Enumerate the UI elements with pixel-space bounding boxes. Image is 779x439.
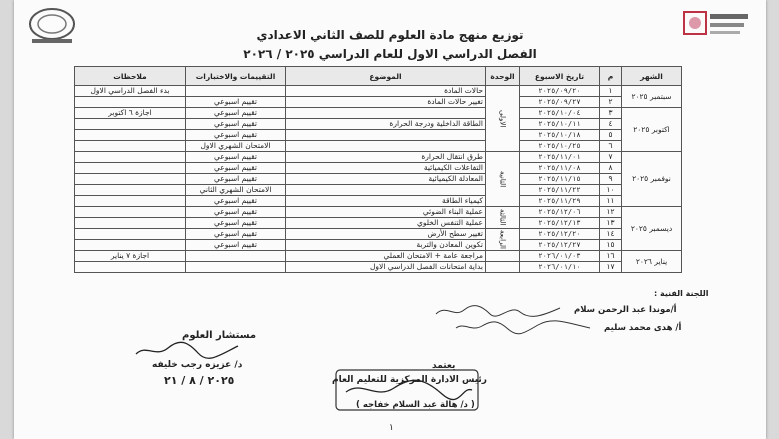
assessment-cell: تقييم اسبوعي <box>186 119 286 130</box>
week-number-cell: ١٧ <box>600 262 622 273</box>
week-number-cell: ١٣ <box>600 218 622 229</box>
week-number-cell: ٢ <box>600 97 622 108</box>
table-row <box>75 86 682 97</box>
assessment-cell: تقييم اسبوعي <box>186 207 286 218</box>
week-number-cell: ٤ <box>600 119 622 130</box>
notes-cell <box>75 174 186 185</box>
topic-cell <box>286 185 486 196</box>
table-row <box>75 130 682 141</box>
approval-title: رئيس الادارة المركزية للتعليم العام <box>332 375 487 385</box>
week-date-cell: ٢٠٢٥/١٢/١٣ <box>520 218 600 229</box>
document-title: توزيع منهج مادة العلوم للصف الثاني الاعدادي <box>256 28 524 42</box>
week-number-cell: ١٥ <box>600 240 622 251</box>
topic-cell: المعادلة الكيميائية <box>286 174 486 185</box>
assessment-cell: تقييم اسبوعي <box>186 163 286 174</box>
week-number-cell: ١٠ <box>600 185 622 196</box>
advisor-title: مستشار العلوم <box>182 330 257 341</box>
table-row <box>75 251 682 262</box>
month-cell: اكتوبر ٢٠٢٥ <box>622 108 682 152</box>
week-number-cell: ١١ <box>600 196 622 207</box>
week-date-cell: ٢٠٢٥/١٠/١٨ <box>520 130 600 141</box>
week-number-cell: ٨ <box>600 163 622 174</box>
document-page <box>14 0 766 439</box>
table-row <box>75 240 682 251</box>
table-row <box>75 152 682 163</box>
assessment-cell <box>186 262 286 273</box>
document-subtitle: الفصل الدراسي الاول للعام الدراسي ٢٠٢٥ / ٢٠٢٦ <box>243 47 537 61</box>
table-row <box>75 229 682 240</box>
topic-cell <box>286 130 486 141</box>
notes-cell <box>75 130 186 141</box>
topic-cell: كيمياء الطاقة <box>286 196 486 207</box>
unit-cell-empty <box>486 262 520 273</box>
topic-cell: طرق انتقال الحرارة <box>286 152 486 163</box>
header-notes: ملاحظات <box>75 67 186 86</box>
topic-cell: الطاقة الداخلية ودرجة الحرارة <box>286 119 486 130</box>
week-number-cell: ١ <box>600 86 622 97</box>
assessment-cell: تقييم اسبوعي <box>186 196 286 207</box>
topic-cell: عملية البناء الضوئي <box>286 207 486 218</box>
notes-cell <box>75 240 186 251</box>
month-cell: ديسمبر ٢٠٢٥ <box>622 207 682 251</box>
page-number: ١ <box>389 423 394 433</box>
table-row <box>75 108 682 119</box>
assessment-cell: تقييم اسبوعي <box>186 229 286 240</box>
week-date-cell: ٢٠٢٥/١٢/٢٠ <box>520 229 600 240</box>
table-row <box>75 262 682 273</box>
table-row <box>75 97 682 108</box>
notes-cell: اجازة ٦ اكتوبر <box>75 108 186 119</box>
notes-cell <box>75 196 186 207</box>
topic-cell: مراجعة عامة + الامتحان العملي <box>286 251 486 262</box>
header-topic: الموضوع <box>286 67 486 86</box>
week-number-cell: ١٢ <box>600 207 622 218</box>
topic-cell: تغيير حالات المادة <box>286 97 486 108</box>
topic-cell: حالات المادة <box>286 86 486 97</box>
assessment-cell: تقييم اسبوعي <box>186 218 286 229</box>
week-date-cell: ٢٠٢٥/١١/٠٨ <box>520 163 600 174</box>
unit-cell-empty <box>486 251 520 262</box>
signature-member-2 <box>454 318 594 336</box>
week-date-cell: ٢٠٢٥/١٠/٢٥ <box>520 141 600 152</box>
approval-heading: يعتمد <box>432 361 456 371</box>
week-date-cell: ٢٠٢٥/١٢/٠٦ <box>520 207 600 218</box>
assessment-cell: تقييم اسبوعي <box>186 240 286 251</box>
topic-cell: تغيير سطح الأرض <box>286 229 486 240</box>
notes-cell <box>75 229 186 240</box>
header-week-date: تاريخ الاسبوع <box>520 67 600 86</box>
advisor-name: د/ عزيزه رجب خليفه <box>152 360 243 370</box>
topic-cell <box>286 108 486 119</box>
topic-cell: بداية امتحانات الفصل الدراسي الاول <box>286 262 486 273</box>
notes-cell <box>75 141 186 152</box>
assessment-cell <box>186 251 286 262</box>
table-row <box>75 218 682 229</box>
notes-cell: اجازة ٧ يناير <box>75 251 186 262</box>
unit-cell: الثانية <box>486 152 520 207</box>
assessment-cell: تقييم اسبوعي <box>186 152 286 163</box>
week-number-cell: ٣ <box>600 108 622 119</box>
committee-member-2: أ/ هدى محمد سليم <box>604 323 682 333</box>
notes-cell <box>75 207 186 218</box>
header-number: م <box>600 67 622 86</box>
week-date-cell: ٢٠٢٥/١١/٠١ <box>520 152 600 163</box>
month-cell: سبتمبر ٢٠٢٥ <box>622 86 682 108</box>
table-row <box>75 174 682 185</box>
month-cell: يناير ٢٠٢٦ <box>622 251 682 273</box>
week-number-cell: ٩ <box>600 174 622 185</box>
week-date-cell: ٢٠٢٥/١١/٢٢ <box>520 185 600 196</box>
week-date-cell: ٢٠٢٥/١٠/١١ <box>520 119 600 130</box>
table-body <box>75 86 682 273</box>
week-date-cell: ٢٠٢٥/١١/١٥ <box>520 174 600 185</box>
topic-cell: تكوين المعادن والتربة <box>286 240 486 251</box>
week-date-cell: ٢٠٢٦/٠١/١٠ <box>520 262 600 273</box>
notes-cell <box>75 152 186 163</box>
week-number-cell: ١٤ <box>600 229 622 240</box>
assessment-cell: تقييم اسبوعي <box>186 130 286 141</box>
week-date-cell: ٢٠٢٥/١١/٢٩ <box>520 196 600 207</box>
advisor-date: ٢٠٢٥ / ٨ / ٢١ <box>164 374 235 387</box>
week-number-cell: ١٦ <box>600 251 622 262</box>
week-number-cell: ٥ <box>600 130 622 141</box>
committee-heading: اللجنة الفنية : <box>654 289 709 298</box>
committee-member-1: أ/موندا عبد الرحمن سلام <box>574 305 677 315</box>
week-date-cell: ٢٠٢٥/١٠/٠٤ <box>520 108 600 119</box>
unit-cell: الثالثة <box>486 207 520 229</box>
header-month: الشهر <box>622 67 682 86</box>
notes-cell <box>75 262 186 273</box>
week-date-cell: ٢٠٢٥/٠٩/٢٠ <box>520 86 600 97</box>
notes-cell <box>75 97 186 108</box>
assessment-cell: الامتحان الشهري الثاني <box>186 185 286 196</box>
table-row <box>75 196 682 207</box>
week-number-cell: ٧ <box>600 152 622 163</box>
week-date-cell: ٢٠٢٦/٠١/٠٣ <box>520 251 600 262</box>
assessment-cell: تقييم اسبوعي <box>186 108 286 119</box>
assessment-cell: تقييم اسبوعي <box>186 97 286 108</box>
signature-advisor <box>132 340 242 360</box>
week-date-cell: ٢٠٢٥/١٢/٢٧ <box>520 240 600 251</box>
assessment-cell: تقييم اسبوعي <box>186 174 286 185</box>
approval-name: ( د/ هالة عبد السلام خفاجه ) <box>356 400 475 410</box>
table-row <box>75 185 682 196</box>
notes-cell <box>75 163 186 174</box>
curriculum-table <box>74 66 682 273</box>
assessment-cell: الامتحان الشهري الاول <box>186 141 286 152</box>
notes-cell: بدء الفصل الدراسي الاول <box>75 86 186 97</box>
table-row <box>75 141 682 152</box>
header-unit: الوحدة <box>486 67 520 86</box>
table-row <box>75 207 682 218</box>
week-number-cell: ٦ <box>600 141 622 152</box>
unit-cell: الرابعة <box>486 229 520 251</box>
notes-cell <box>75 185 186 196</box>
week-date-cell: ٢٠٢٥/٠٩/٢٧ <box>520 97 600 108</box>
header-assessments: التقييمات والاختبارات <box>186 67 286 86</box>
assessment-cell <box>186 86 286 97</box>
topic-cell <box>286 141 486 152</box>
notes-cell <box>75 218 186 229</box>
topic-cell: عملية التنفس الخلوي <box>286 218 486 229</box>
topic-cell: التفاعلات الكيميائية <box>286 163 486 174</box>
table-row <box>75 163 682 174</box>
table-row <box>75 119 682 130</box>
table-header-row <box>75 67 682 86</box>
notes-cell <box>75 119 186 130</box>
month-cell: نوفمبر ٢٠٢٥ <box>622 152 682 207</box>
unit-cell: الاولى <box>486 86 520 152</box>
